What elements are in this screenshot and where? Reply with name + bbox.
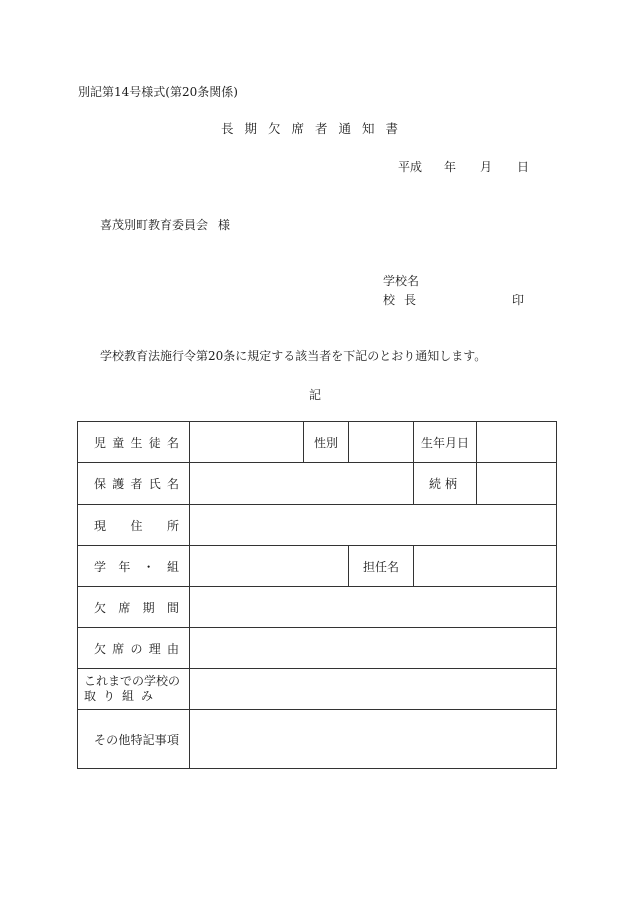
gender-label: 性別 xyxy=(304,422,349,463)
table-row xyxy=(78,710,557,769)
table-row xyxy=(78,546,557,587)
notice-text: 学校教育法施行令第20条に規定する該当者を下記のとおり通知します。 xyxy=(100,349,487,363)
gender-field[interactable] xyxy=(349,422,414,463)
address-label xyxy=(78,505,190,546)
absence-form-table xyxy=(77,421,557,769)
label-char: 名 xyxy=(166,435,179,450)
table-row xyxy=(78,505,557,546)
addressee-name: 喜茂別町教育委員会 xyxy=(100,218,209,232)
seal-mark: 印 xyxy=(512,293,525,307)
label-char: の xyxy=(106,732,119,747)
label-char: 生 xyxy=(130,435,143,450)
relationship-label: 続柄 xyxy=(414,463,477,505)
table-row xyxy=(78,587,557,628)
homeroom-teacher-field[interactable] xyxy=(414,546,557,587)
label-char: 所 xyxy=(166,518,179,533)
label-char: 他 xyxy=(118,732,131,747)
absence-period-label xyxy=(78,587,190,628)
school-efforts-line2: 取り組み xyxy=(84,689,161,703)
grade-class-label xyxy=(78,546,190,587)
document-title: 長期欠席者通知書 xyxy=(220,121,409,136)
date-day-unit: 日 xyxy=(517,160,530,174)
date-month-unit: 月 xyxy=(480,160,493,174)
grade-class-text xyxy=(86,558,189,575)
label-char: 名 xyxy=(166,477,179,491)
ki-label: 記 xyxy=(308,388,321,402)
other-notes-text xyxy=(86,731,189,748)
label-char: 項 xyxy=(166,732,179,747)
student-name-text xyxy=(86,434,189,451)
table-row xyxy=(78,669,557,710)
addressee xyxy=(100,217,230,233)
label-char: 保 xyxy=(94,477,107,491)
other-notes-label xyxy=(78,710,190,769)
label-char: 童 xyxy=(112,435,125,450)
label-char: ・ xyxy=(142,559,155,574)
label-char: 特 xyxy=(130,732,143,747)
school-efforts-line1: これまでの学校の xyxy=(84,674,181,688)
absence-reason-label xyxy=(78,628,190,669)
guardian-name-text xyxy=(86,475,189,492)
grade-class-field[interactable] xyxy=(190,546,349,587)
label-char: 理 xyxy=(148,641,161,656)
birth-date-field[interactable] xyxy=(477,422,557,463)
label-char: 護 xyxy=(112,477,125,491)
label-char: 期 xyxy=(142,600,155,615)
address-field[interactable] xyxy=(190,505,557,546)
guardian-name-label xyxy=(78,463,190,505)
label-char: そ xyxy=(94,732,107,747)
label-char: 者 xyxy=(130,477,143,491)
label-char: 住 xyxy=(130,518,143,533)
date-era: 平成 xyxy=(398,160,423,174)
student-name-label xyxy=(78,422,190,463)
label-char: 席 xyxy=(112,641,125,656)
school-efforts-label xyxy=(78,669,190,710)
guardian-name-field[interactable] xyxy=(190,463,414,505)
label-char: 組 xyxy=(166,559,179,574)
absence-reason-field[interactable] xyxy=(190,628,557,669)
relationship-field[interactable] xyxy=(477,463,557,505)
date-line xyxy=(398,159,529,175)
form-number: 別記第14号様式(第20条関係) xyxy=(78,85,238,99)
label-char: 間 xyxy=(166,600,179,615)
homeroom-teacher-label: 担任名 xyxy=(349,546,414,587)
absence-period-field[interactable] xyxy=(190,587,557,628)
student-name-field[interactable] xyxy=(190,422,304,463)
other-notes-field[interactable] xyxy=(190,710,557,769)
label-char: 児 xyxy=(94,435,107,450)
label-char: 事 xyxy=(154,732,167,747)
school-name-label: 学校名 xyxy=(383,274,420,288)
label-char: 氏 xyxy=(148,477,161,491)
label-char: 年 xyxy=(118,559,131,574)
label-char: 学 xyxy=(94,559,107,574)
label-char: 席 xyxy=(118,600,131,615)
absence-reason-text xyxy=(86,640,189,657)
table-row xyxy=(78,422,557,463)
table-row xyxy=(78,628,557,669)
label-char: 由 xyxy=(166,641,179,656)
label-char: 徒 xyxy=(148,435,161,450)
school-efforts-field[interactable] xyxy=(190,669,557,710)
address-text xyxy=(86,517,189,534)
label-char: 記 xyxy=(142,732,155,747)
label-char: 欠 xyxy=(94,641,107,656)
table-row xyxy=(78,463,557,505)
label-char: の xyxy=(130,641,143,656)
label-char: 現 xyxy=(94,518,107,533)
absence-period-text xyxy=(86,599,189,616)
birth-date-label: 生年月日 xyxy=(414,422,477,463)
principal-label: 校長 xyxy=(383,293,426,307)
label-char: 欠 xyxy=(94,600,107,615)
addressee-honorific: 様 xyxy=(218,218,231,232)
date-year-unit: 年 xyxy=(444,160,457,174)
